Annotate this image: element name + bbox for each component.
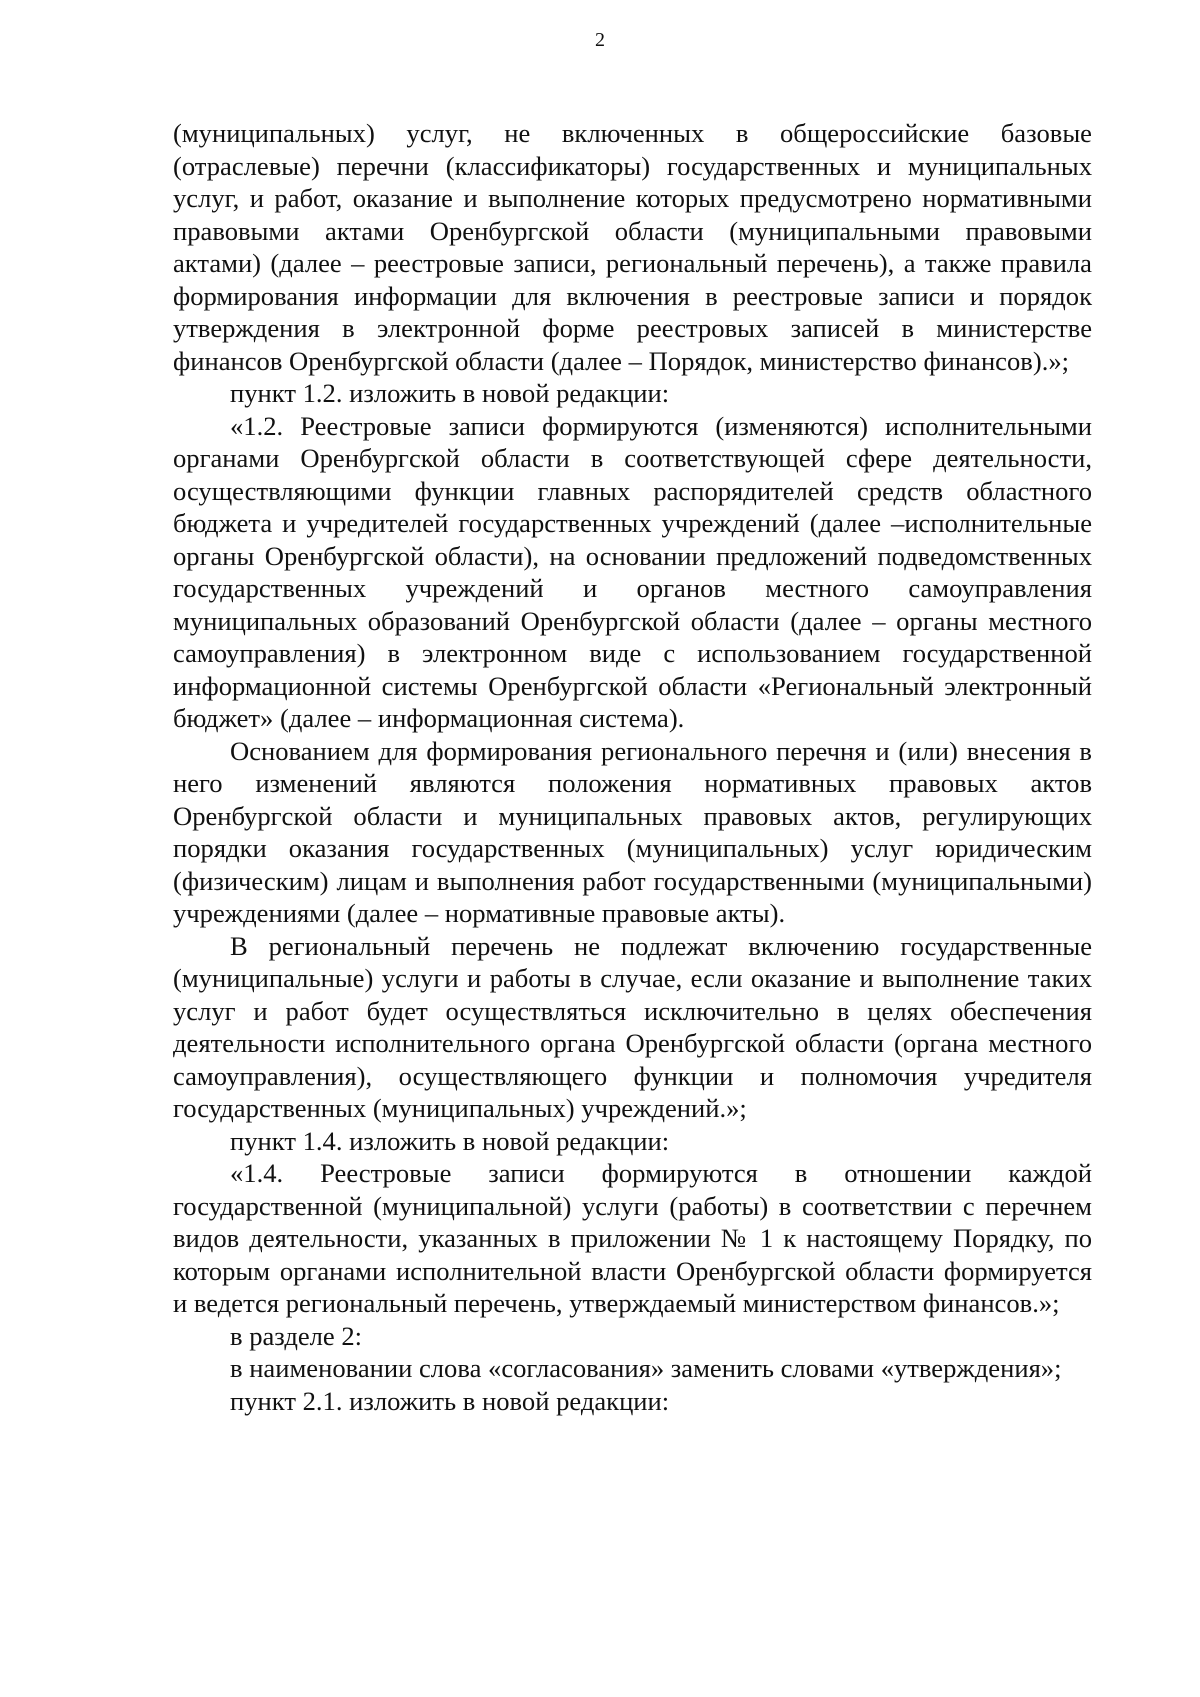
paragraph-5: В региональный перечень не подлежат включению государственные (муниципальные) услуги и работы в случае, если оказание и выполнение таких услуг и работ будет осуществляться исключительно в целях обеспечения деятельности исполнительного органа Оренбургской области (органа местного самоуправления), осуществляющего функции и полномочия учредителя государственных (муниципальных) учреждений.»; [173, 930, 1092, 1123]
page-number: 2 [595, 29, 605, 51]
paragraph-4: Основанием для формирования регионального перечня и (или) внесения в него изменений являются положения нормативных правовых актов Оренбургской области и муниципальных правовых актов, регулирующих порядки оказания государственных (муниципальных) услуг юридическим (физическим) лицам и выполнения работ государственными (муниципальными) учреждениями (далее – нормативные правовые акты). [173, 735, 1092, 928]
paragraph-3: «1.2. Реестровые записи формируются (изменяются) исполнительными органами Оренбургской области в соответствующей сфере деятельности, осуществляющими функции главных распорядителей средств областного бюджета и учредителей государственных учреждений (далее –исполнительные органы Оренбургской области), на основании предложений подведомственных государственных учреждений и органов местного самоуправления муниципальных образований Оренбургской области (далее – органы местного самоуправления) в электронном виде с использованием государственной информационной системы Оренбургской области «Региональный электронный бюджет» (далее – информационная система). [173, 410, 1092, 733]
paragraph-2: пункт 1.2. изложить в новой редакции: [230, 378, 670, 408]
paragraph-10: пункт 2.1. изложить в новой редакции: [230, 1385, 670, 1416]
paragraph-6: пункт 1.4. изложить в новой редакции: [230, 1125, 670, 1156]
paragraph-9: в наименовании слова «согласования» заменить словами «утверждения»; [230, 1353, 1062, 1383]
document-body [173, 117, 1092, 1417]
paragraph-8: в разделе 2: [230, 1320, 363, 1351]
paragraph-1: (муниципальных) услуг, не включенных в общероссийские базовые (отраслевые) перечни (классификаторы) государственных и муниципальных услуг, и работ, оказание и выполнение которых предусмотрено нормативными правовыми актами Оренбургской области (муниципальными правовыми актами) (далее – реестровые записи, региональный перечень), а также правила формирования информации для включения в реестровые записи и порядок утверждения в электронной форме реестровых записей в министерстве финансов Оренбургской области (далее – Порядок, министерство финансов).»; [173, 118, 1092, 376]
paragraph-7: «1.4. Реестровые записи формируются в отношении каждой государственной (муниципальной) услуги (работы) в соответствии с перечнем видов деятельности, указанных в приложении № 1 к настоящему Порядку, по которым органами исполнительной власти Оренбургской области формируется и ведется региональный перечень, утверждаемый министерством финансов.»; [173, 1158, 1092, 1318]
